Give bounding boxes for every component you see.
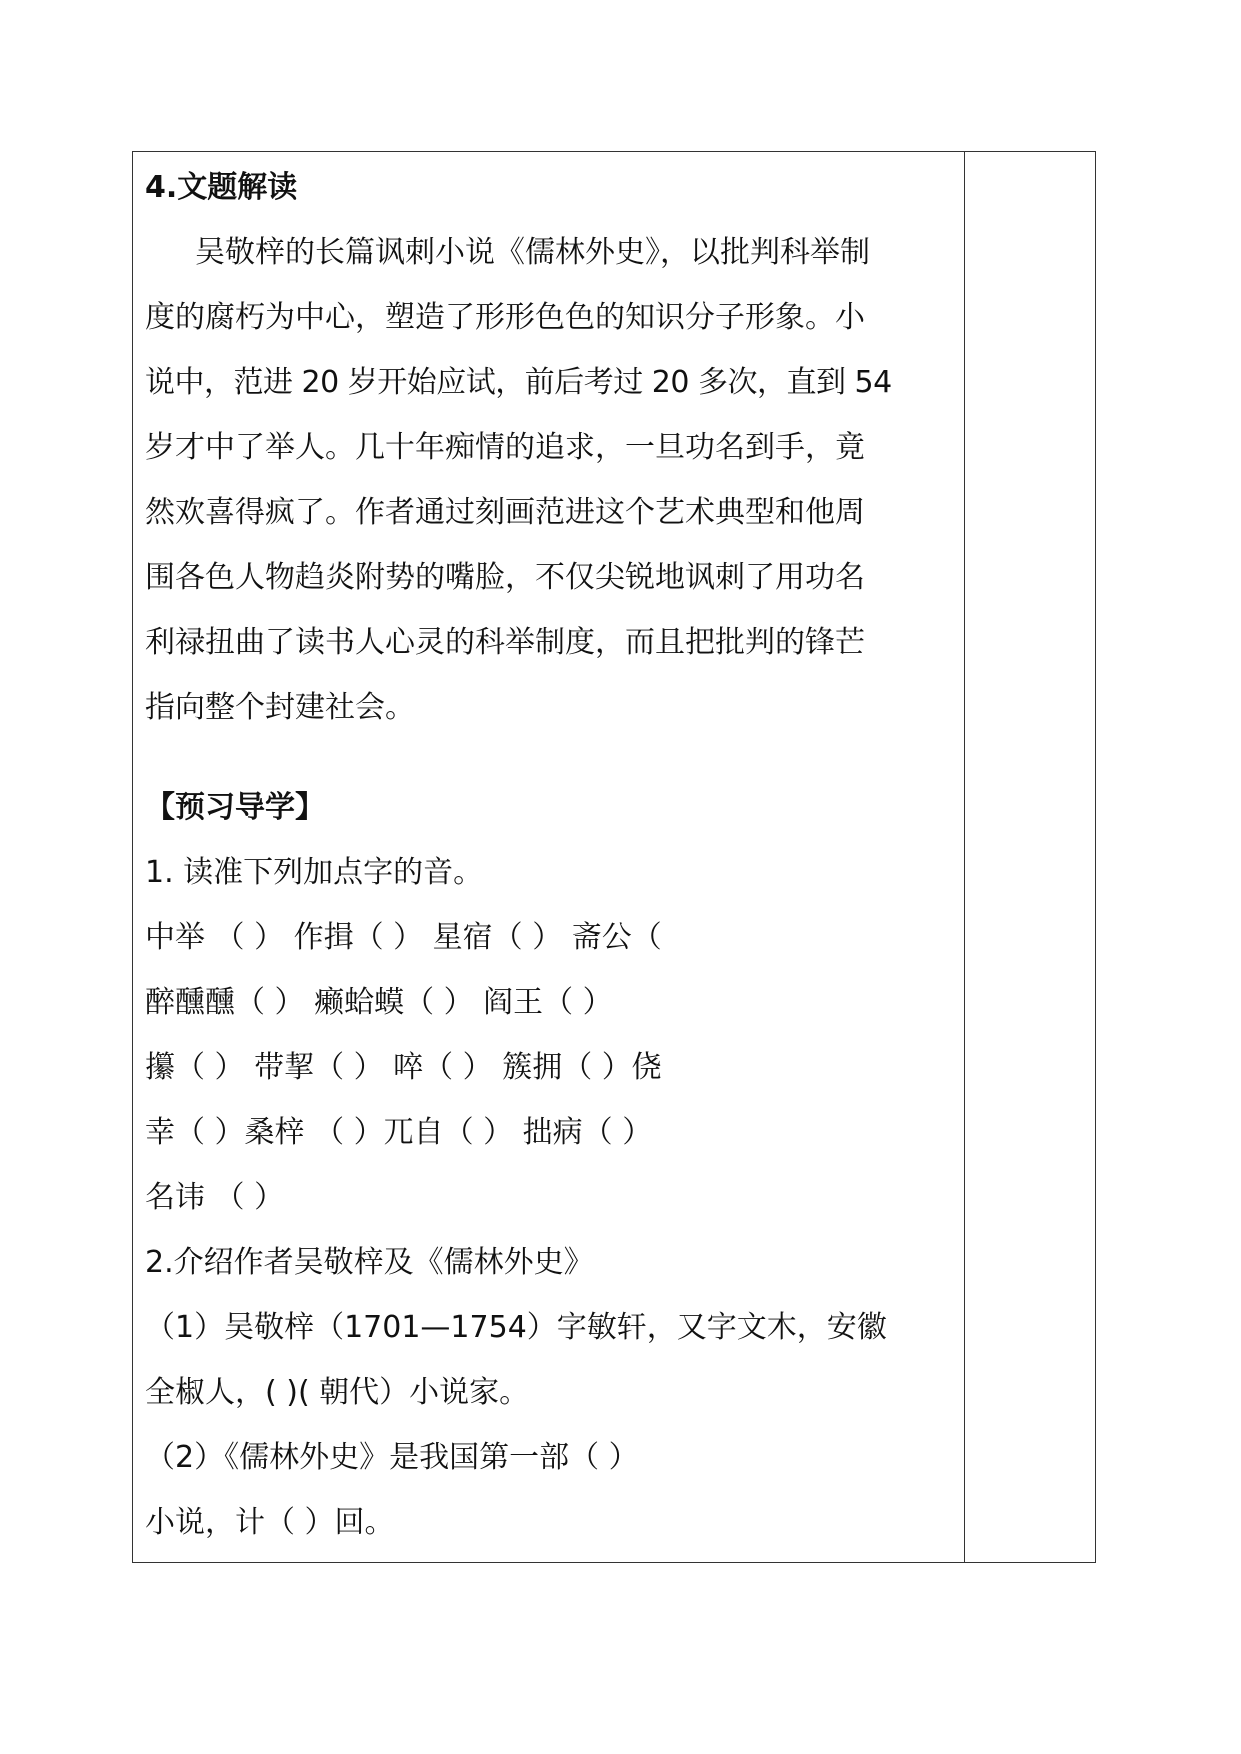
fill-line: 小说，计（ ）回。 xyxy=(145,1505,395,1540)
paragraph-line: 岁才中了举人。几十年痴情的追求，一旦功名到手，竟 xyxy=(145,430,865,465)
paragraph-line: 然欢喜得疯了。作者通过刻画范进这个艺术典型和他周 xyxy=(145,495,865,530)
question-title: 2.介绍作者吴敬梓及《儒林外史》 xyxy=(145,1245,594,1280)
pinyin-line: 攥（ ） 带挈（ ） 啐（ ） 簇拥（ ）侥 xyxy=(145,1050,662,1085)
paragraph-line: 说中，范进 20 岁开始应试，前后考过 20 多次，直到 54 xyxy=(145,365,892,400)
paragraph-line: 指向整个封建社会。 xyxy=(145,690,415,725)
question-title: 1. 读准下列加点字的音。 xyxy=(145,855,484,890)
section-heading: 4.文题解读 xyxy=(145,170,298,205)
preview-heading: 【预习导学】 xyxy=(145,790,325,825)
paragraph-line: 吴敬梓的长篇讽刺小说《儒林外史》，以批判科举制 xyxy=(195,235,870,270)
content-cell xyxy=(145,155,960,1555)
pinyin-line: 中举 （ ） 作揖（ ） 星宿（ ） 斋公（ xyxy=(145,920,662,955)
section-gap xyxy=(145,740,960,775)
pinyin-line: 名讳 （ ） xyxy=(145,1180,285,1215)
column-divider xyxy=(964,151,965,1563)
paragraph-line: 围各色人物趋炎附势的嘴脸，不仅尖锐地讽刺了用功名 xyxy=(145,560,865,595)
pinyin-line: 幸（ ）桑梓 （ ）兀自（ ） 拙病（ ） xyxy=(145,1115,653,1150)
paragraph-line: 度的腐朽为中心，塑造了形形色色的知识分子形象。小 xyxy=(145,300,865,335)
fill-line: （2）《儒林外史》是我国第一部（ ） xyxy=(145,1440,639,1475)
paragraph-line: 利禄扭曲了读书人心灵的科举制度，而且把批判的锋芒 xyxy=(145,625,865,660)
fill-line: （1）吴敬梓（1701—1754）字敏轩，又字文木，安徽 xyxy=(145,1310,887,1345)
pinyin-line: 醉醺醺（ ） 癞蛤蟆（ ） 阎王（ ） xyxy=(145,985,613,1020)
fill-line: 全椒人，( )( 朝代）小说家。 xyxy=(145,1375,530,1410)
